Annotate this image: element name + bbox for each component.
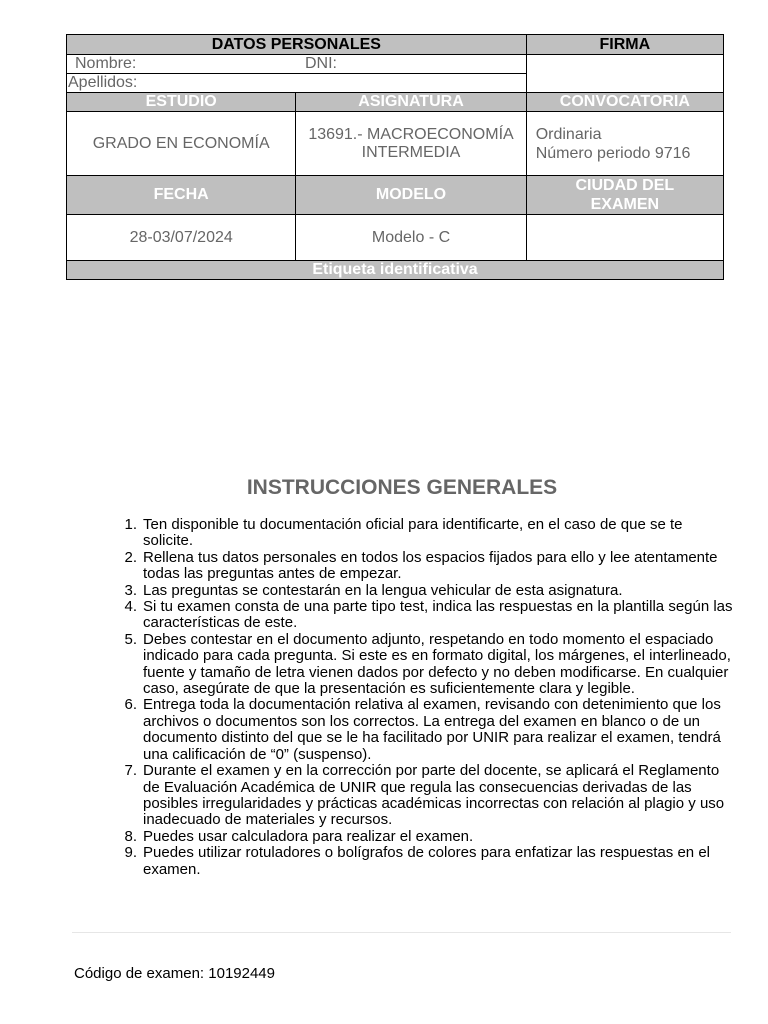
instruction-item [124, 548, 733, 583]
ciudad-line1: CIUDAD DEL [575, 177, 675, 194]
fecha-header: FECHA [67, 176, 296, 215]
modelo-header: MODELO [296, 176, 526, 215]
convocatoria-line1: Ordinaria [535, 125, 602, 143]
instruction-item [124, 630, 733, 698]
instruction-item [124, 581, 733, 599]
ciudad-header [526, 176, 723, 215]
ciudad-line2: EXAMEN [590, 196, 660, 213]
exam-header-table [66, 34, 724, 280]
instruction-text: Las preguntas se contestarán en la lengua vehicular de esta asignatura. [143, 581, 623, 599]
instruction-text: Si tu examen consta de una parte tipo test, indica las respuestas en la plantilla según las características de este. [143, 598, 733, 632]
instruction-number: 5. [124, 630, 137, 648]
modelo-value: Modelo - C [296, 215, 526, 261]
instruction-number: 3. [124, 581, 137, 599]
dni-label: DNI: [305, 55, 337, 72]
instruction-text: Rellena tus datos personales en todos los espacios fijados para ello y lee atentamente todas las preguntas antes de empezar. [143, 548, 718, 583]
instruction-text: Puedes utilizar rotuladores o bolígrafos de colores para enfatizar las respuestas en el examen. [143, 844, 710, 878]
instruction-text: Ten disponible tu documentación oficial para identificarte, en el caso de que se te solicite. [143, 516, 683, 550]
nombre-dni-cell[interactable] [67, 55, 527, 74]
instruction-number: 2. [124, 548, 137, 566]
instruction-number: 6. [124, 696, 137, 714]
apellidos-cell[interactable] [67, 74, 527, 93]
etiqueta-identificativa: Etiqueta identificativa [67, 261, 724, 280]
instruction-item [124, 696, 733, 763]
datos-personales-header: DATOS PERSONALES [67, 35, 527, 55]
instruction-number: 8. [124, 827, 137, 845]
instruction-item [124, 516, 733, 550]
nombre-label: Nombre: [75, 55, 137, 72]
firma-field[interactable] [526, 55, 723, 93]
instruction-text: Durante el examen y en la corrección por parte del docente, se aplicará el Reglamento de Evaluación Académica de UNIR que regula las consecuencias derivadas de las posibles irregularidades y prácticas académicas incorrectas con relación al plagio y uso inadecuado de materiales y recursos. [143, 762, 725, 829]
asignatura-line2: INTERMEDIA [361, 143, 461, 161]
instruction-number: 1. [124, 516, 137, 533]
instructions-list [124, 516, 733, 878]
ciudad-field[interactable] [526, 215, 723, 261]
instruction-item [124, 762, 733, 829]
instruction-text: Debes contestar en el documento adjunto, respetando en todo momento el espaciado indicado para cada pregunta. Si este es en formato digital, los márgenes, el interlineado, fuente y tamaño de letra vienen dados por defecto y no deben modificarse. En cualquier caso, asegúrate de que la presentación es suficientemente clara y legible. [143, 630, 731, 698]
instruction-number: 9. [124, 844, 137, 862]
exam-code: Código de examen: 10192449 [74, 965, 275, 982]
estudio-value: GRADO EN ECONOMÍA [67, 112, 296, 176]
firma-header: FIRMA [526, 35, 723, 55]
asignatura-header: ASIGNATURA [296, 93, 526, 112]
fecha-value: 28-03/07/2024 [67, 215, 296, 261]
apellidos-label: Apellidos: [68, 74, 138, 91]
instruction-number: 4. [124, 598, 137, 616]
estudio-header: ESTUDIO [67, 93, 296, 112]
convocatoria-value [526, 112, 723, 176]
instruction-item [124, 827, 733, 845]
instruction-text: Entrega toda la documentación relativa al examen, revisando con detenimiento que los archivos o documentos son los correctos. La entrega del examen en blanco o de un documento distinto del que se le ha facilitado por UNIR para realizar el examen, tendrá una calificación de “0” (suspenso). [143, 696, 721, 763]
instruction-item [124, 598, 733, 632]
footer-divider [72, 932, 731, 933]
instruction-item [124, 844, 733, 878]
instructions-title: INSTRUCCIONES GENERALES [246, 476, 558, 499]
convocatoria-line2: Número periodo 9716 [535, 144, 691, 162]
convocatoria-header: CONVOCATORIA [526, 93, 723, 112]
instruction-number: 7. [124, 762, 137, 780]
instruction-text: Puedes usar calculadora para realizar el examen. [143, 827, 474, 845]
asignatura-value [296, 112, 526, 176]
asignatura-line1: 13691.- MACROECONOMÍA [308, 125, 514, 143]
